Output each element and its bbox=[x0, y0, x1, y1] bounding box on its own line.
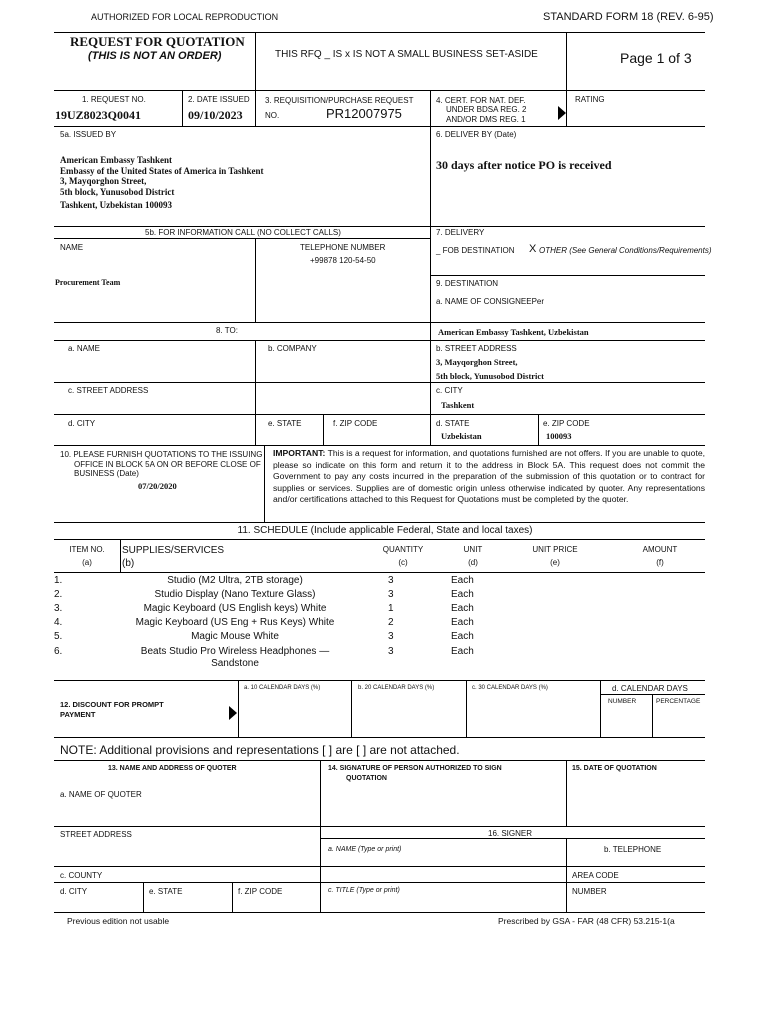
to-company-label: b. COMPANY bbox=[268, 344, 317, 353]
to-name-label: a. NAME bbox=[68, 344, 101, 353]
standard-form-label: STANDARD FORM 18 (REV. 6-95) bbox=[543, 11, 714, 23]
header-unit-price-sub: (e) bbox=[550, 558, 560, 567]
discount-30-days: c. 30 CALENDAR DAYS (%) bbox=[472, 685, 548, 691]
signer-name-label: a. NAME (Type or print) bbox=[328, 846, 402, 853]
discount-calendar-days: d. CALENDAR DAYS bbox=[612, 684, 688, 693]
name-label: NAME bbox=[60, 243, 84, 252]
street-line-1: 3, Mayqorghon Street, bbox=[436, 357, 518, 367]
issued-by-city: Tashkent, Uzbekistan 100093 bbox=[60, 200, 172, 210]
row-unit: Each bbox=[451, 617, 474, 628]
issued-by-label: 5a. ISSUED BY bbox=[60, 130, 117, 139]
fob-destination-option: _ FOB DESTINATION bbox=[436, 246, 515, 255]
telephone-value: +99878 120-54-50 bbox=[310, 256, 376, 265]
cert-line-3: AND/OR DMS REG. 1 bbox=[446, 115, 526, 124]
header-item: ITEM NO. bbox=[69, 545, 105, 554]
furnish-date: 07/20/2020 bbox=[138, 481, 177, 491]
issued-by-address: American Embassy Tashkent Embassy of the United States of America in Tashkent 3, Mayqorghon Street, 5th block, Yunusobod District bbox=[60, 155, 264, 197]
header-unit: UNIT bbox=[463, 545, 483, 554]
additional-provisions-note: NOTE: Additional provisions and representations [ ] are [ ] are not attached. bbox=[60, 743, 460, 757]
signer-label: 16. SIGNER bbox=[488, 829, 533, 838]
row-desc: Magic Keyboard (US Eng + Rus Keys) White bbox=[135, 617, 335, 628]
other-option: OTHER (See General Conditions/Requirements) bbox=[539, 246, 712, 255]
discount-percentage: PERCENTAGE bbox=[656, 698, 701, 705]
deliver-by-value: 30 days after notice PO is received bbox=[436, 158, 612, 172]
quoter-county-label: c. COUNTY bbox=[60, 871, 103, 880]
contact-name-value: Procurement Team bbox=[55, 278, 121, 287]
arrow-right-icon bbox=[558, 106, 566, 120]
footer-previous-edition: Previous edition not usable bbox=[67, 916, 170, 926]
consignee-value: American Embassy Tashkent, Uzbekistan bbox=[438, 327, 589, 337]
row-no: 4. bbox=[54, 617, 63, 628]
signer-title-label: c. TITLE (Type or print) bbox=[328, 887, 400, 894]
discount-label: 12. DISCOUNT FOR PROMPT bbox=[60, 700, 164, 709]
destination-label: 9. DESTINATION bbox=[436, 279, 499, 288]
state-value: Uzbekistan bbox=[441, 431, 482, 441]
furnish-instructions: 10. PLEASE FURNISH QUOTATIONS TO THE ISSUING OFFICE IN BLOCK 5A ON OR BEFORE CLOSE OF BUSINESS (Date) bbox=[60, 450, 263, 478]
header-supplies-sub: (b) bbox=[122, 558, 135, 569]
row-desc: Studio (M2 Ultra, 2TB storage) bbox=[167, 575, 303, 586]
date-of-quotation-label: 15. DATE OF QUOTATION bbox=[572, 765, 657, 772]
important-notice: IMPORTANT: This is a request for information, and quotations furnished are not offers. If you are unable to quote, please so indicate on this form and return it to the address in Block 5A. This request does not commit the Government to pay any costs incurred in the preparation of the submission of this quotation or to contract for supplies or services. Supplies are of domestic origin unless otherwise indicated by quoter. Any representations and/or certifications attached to this Request for Quotations must be completed by the quoter. bbox=[273, 448, 705, 505]
arrow-right-icon bbox=[229, 706, 237, 720]
row-desc: Magic Mouse White bbox=[191, 631, 279, 642]
row-qty: 3 bbox=[388, 589, 394, 600]
row-desc-continued: Sandstone bbox=[211, 658, 259, 669]
page-indicator: Page 1 of 3 bbox=[620, 50, 692, 66]
header-unit-sub: (d) bbox=[468, 558, 478, 567]
city-label: c. CITY bbox=[436, 386, 463, 395]
row-qty: 3 bbox=[388, 646, 394, 657]
header-amount: AMOUNT bbox=[642, 545, 678, 554]
deliver-by-label: 6. DELIVER BY (Date) bbox=[436, 130, 517, 139]
signature-label-2: QUOTATION bbox=[346, 775, 387, 782]
row-desc: Studio Display (Nano Texture Glass) bbox=[154, 589, 316, 600]
date-issued-label: 2. DATE ISSUED bbox=[188, 95, 250, 104]
state-label: d. STATE bbox=[436, 419, 470, 428]
row-qty: 2 bbox=[388, 617, 394, 628]
street-line-2: 5th block, Yunusobod District bbox=[436, 371, 545, 381]
discount-number: NUMBER bbox=[608, 698, 637, 705]
header-quantity: QUANTITY bbox=[382, 545, 424, 554]
row-unit: Each bbox=[451, 646, 474, 657]
signer-number-label: NUMBER bbox=[572, 887, 607, 896]
to-zip-label: f. ZIP CODE bbox=[333, 419, 378, 428]
row-desc: Beats Studio Pro Wireless Headphones — bbox=[140, 646, 330, 657]
requisition-no-label: NO. bbox=[265, 111, 280, 120]
request-no-label: 1. REQUEST NO. bbox=[82, 95, 146, 104]
form-title: REQUEST FOR QUOTATION bbox=[70, 34, 245, 49]
discount-label-2: PAYMENT bbox=[60, 710, 96, 719]
row-qty: 3 bbox=[388, 575, 394, 586]
row-unit: Each bbox=[451, 631, 474, 642]
delivery-label: 7. DELIVERY bbox=[436, 228, 485, 237]
to-city-label: d. CITY bbox=[68, 419, 96, 428]
cert-line-2: UNDER BDSA REG. 2 bbox=[446, 105, 527, 114]
set-aside-statement: THIS RFQ _ IS x IS NOT A SMALL BUSINESS SET-ASIDE bbox=[275, 49, 538, 60]
discount-10-days: a. 10 CALENDAR DAYS (%) bbox=[244, 685, 321, 691]
row-desc: Magic Keyboard (US English keys) White bbox=[143, 603, 327, 614]
schedule-title: 11. SCHEDULE (Include applicable Federal, State and local taxes) bbox=[237, 525, 533, 536]
request-no-value: 19UZ8023Q0041 bbox=[55, 108, 142, 122]
to-label: 8. TO: bbox=[216, 326, 238, 335]
header-item-sub: (a) bbox=[82, 558, 92, 567]
header-amount-sub: (f) bbox=[656, 558, 664, 567]
signer-telephone-label: b. TELEPHONE bbox=[604, 845, 662, 854]
quoter-state-label: e. STATE bbox=[149, 887, 183, 896]
zip-label: e. ZIP CODE bbox=[543, 419, 590, 428]
requisition-value: PR12007975 bbox=[326, 106, 402, 121]
row-unit: Each bbox=[451, 603, 474, 614]
row-unit: Each bbox=[451, 589, 474, 600]
quoter-name-address-label: 13. NAME AND ADDRESS OF QUOTER bbox=[108, 765, 237, 772]
cert-line-1: 4. CERT. FOR NAT. DEF. bbox=[436, 96, 526, 105]
form-subtitle: (THIS IS NOT AN ORDER) bbox=[88, 50, 222, 62]
quoter-city-label: d. CITY bbox=[60, 887, 88, 896]
quoter-zip-label: f. ZIP CODE bbox=[238, 887, 283, 896]
row-no: 2. bbox=[54, 589, 63, 600]
row-no: 1. bbox=[54, 575, 63, 586]
info-call-label: 5b. FOR INFORMATION CALL (NO COLLECT CALLS) bbox=[145, 228, 341, 237]
header-unit-price: UNIT PRICE bbox=[532, 545, 578, 554]
row-no: 6. bbox=[54, 646, 63, 657]
quoter-name-label: a. NAME OF QUOTER bbox=[60, 790, 142, 799]
footer-prescribed-by: Prescribed by GSA - FAR (48 CFR) 53.215-1(a bbox=[498, 916, 675, 926]
street-address-label: b. STREET ADDRESS bbox=[436, 344, 517, 353]
other-checkmark: X bbox=[529, 243, 537, 255]
to-street-label: c. STREET ADDRESS bbox=[68, 386, 149, 395]
discount-20-days: b. 20 CALENDAR DAYS (%) bbox=[358, 685, 435, 691]
area-code-label: AREA CODE bbox=[572, 871, 619, 880]
row-unit: Each bbox=[451, 575, 474, 586]
header-quantity-sub: (c) bbox=[398, 558, 408, 567]
rating-label: RATING bbox=[575, 95, 605, 104]
requisition-label: 3. REQUISITION/PURCHASE REQUEST bbox=[265, 96, 414, 105]
quoter-street-label: STREET ADDRESS bbox=[60, 830, 132, 839]
header-supplies: SUPPLIES/SERVICES bbox=[122, 545, 225, 556]
row-qty: 1 bbox=[388, 603, 394, 614]
zip-value: 100093 bbox=[546, 431, 572, 441]
authorized-note: AUTHORIZED FOR LOCAL REPRODUCTION bbox=[91, 12, 279, 22]
signature-label: 14. SIGNATURE OF PERSON AUTHORIZED TO SIGN bbox=[328, 765, 502, 772]
date-issued-value: 09/10/2023 bbox=[188, 108, 243, 122]
consignee-label: a. NAME OF CONSIGNEEPer bbox=[436, 297, 545, 306]
row-qty: 3 bbox=[388, 631, 394, 642]
to-state-label: e. STATE bbox=[268, 419, 302, 428]
telephone-label: TELEPHONE NUMBER bbox=[300, 243, 386, 252]
city-value: Tashkent bbox=[441, 400, 475, 410]
row-no: 5. bbox=[54, 631, 63, 642]
row-no: 3. bbox=[54, 603, 63, 614]
